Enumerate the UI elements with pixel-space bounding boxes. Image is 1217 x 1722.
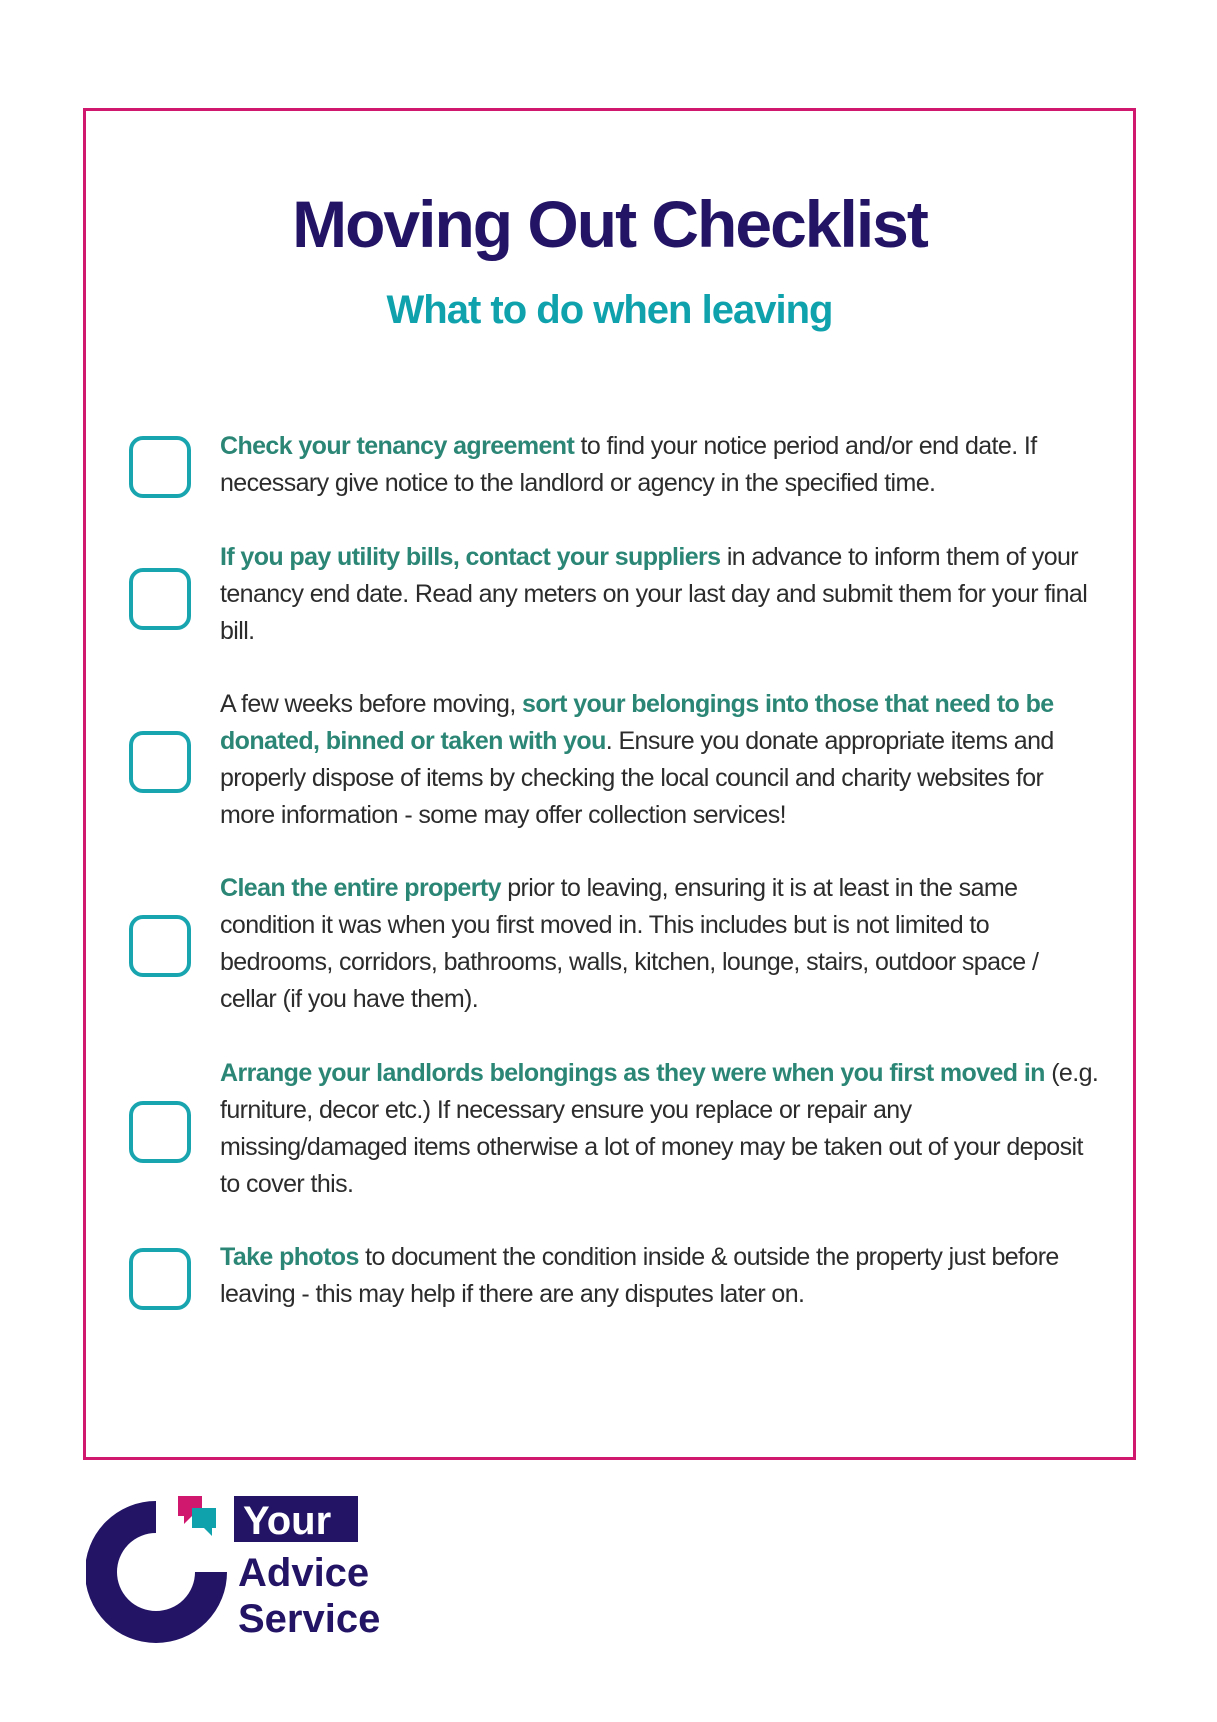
- checklist-text-2: [220, 539, 1100, 650]
- checkbox-4[interactable]: [129, 915, 191, 977]
- checkbox-6[interactable]: [129, 1248, 191, 1310]
- checkbox-1[interactable]: [129, 436, 191, 498]
- item-6-part-1: Take photos: [220, 1243, 359, 1271]
- item-5-part-1: Arrange your landlords belongings as they were when you first moved in: [220, 1059, 1045, 1087]
- item-3-part-2: sort your belongings into those that need to be donated, binned or taken with you: [220, 690, 1054, 755]
- item-4-part-2: prior to leaving, ensuring it is at least in the same condition it was when you first moved in. This includes but is not limited to bedrooms, corridors, bathrooms, walls, kitchen, lounge, stairs, outdoor space / cellar (if you have them).: [220, 874, 1039, 1013]
- your-advice-service-logo: [86, 1496, 446, 1646]
- logo-word-your: Your: [243, 1499, 332, 1543]
- checkbox-3[interactable]: [129, 731, 191, 793]
- item-2-part-1: If you pay utility bills, contact your suppliers: [220, 543, 721, 571]
- checklist-text-1: [220, 428, 1100, 502]
- checklist-text-3: [220, 686, 1100, 834]
- item-1-part-2: to find your notice period and/or end date. If necessary give notice to the landlord or agency in the specified time.: [220, 432, 1037, 497]
- logo-word-service: Service: [238, 1597, 381, 1641]
- ring-logo-icon: [101, 1517, 211, 1627]
- item-3-part-1: A few weeks before moving,: [220, 690, 523, 718]
- checklist-text-6: [220, 1239, 1100, 1313]
- logo-word-advice: Advice: [238, 1551, 370, 1595]
- item-5-part-2: (e.g. furniture, decor etc.) If necessary ensure you replace or repair any missing/damaged items otherwise a lot of money may be taken out of your deposit to cover this.: [220, 1059, 1099, 1198]
- item-4-part-1: Clean the entire property: [220, 874, 501, 902]
- checkbox-5[interactable]: [129, 1101, 191, 1163]
- checklist-text-5: [220, 1055, 1100, 1203]
- page-title: Moving Out Checklist: [292, 187, 927, 261]
- speech-bubbles-icon: [178, 1496, 216, 1536]
- item-2-part-2: in advance to inform them of your tenancy end date. Read any meters on your last day and submit them for your final bill.: [220, 543, 1088, 645]
- page-subtitle: What to do when leaving: [386, 288, 833, 332]
- checkbox-2[interactable]: [129, 568, 191, 630]
- item-6-part-2: to document the condition inside & outside the property just before leaving - this may help if there are any disputes later on.: [220, 1243, 1059, 1308]
- checklist-text-4: [220, 870, 1100, 1018]
- item-1-part-1: Check your tenancy agreement: [220, 432, 575, 460]
- item-3-part-3: . Ensure you donate appropriate items and properly dispose of items by checking the local council and charity websites for more information - some may offer collection services!: [220, 727, 1054, 829]
